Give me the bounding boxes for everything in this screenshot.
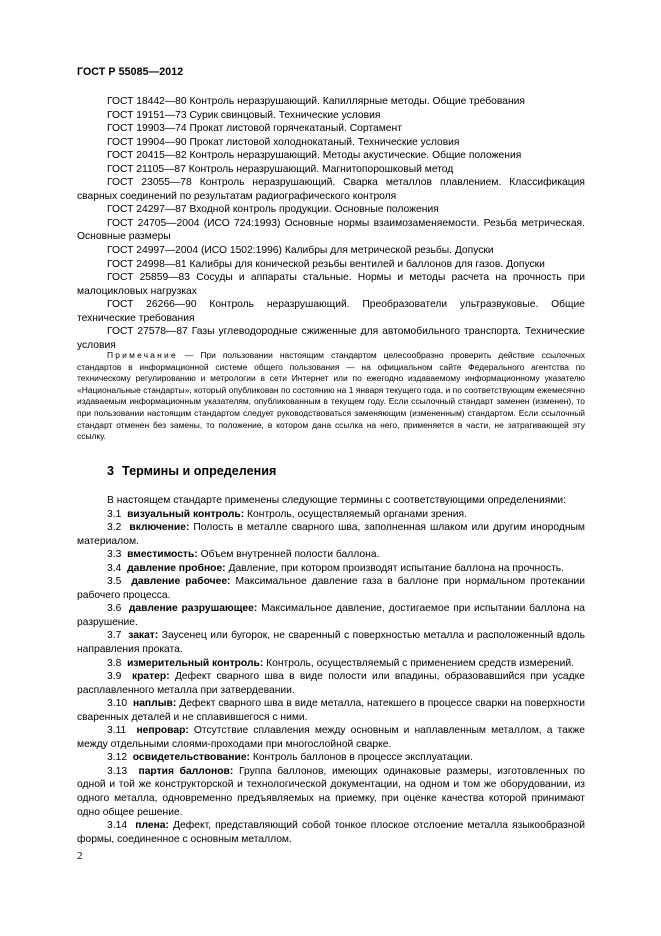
term-entry	[77, 724, 585, 751]
reference-item: ГОСТ 19151—73 Сурик свинцовый. Технические условия	[107, 109, 381, 121]
term-number: 3.4	[107, 562, 122, 574]
term-definition: Дефект сварного шва в виде полости или впадины, образовавшийся при усадке расплавленного металла при затвердевании.	[77, 671, 585, 696]
reference-item: ГОСТ 24705—2004 (ИСО 724:1993) Основные нормы взаимозаменяемости. Резьба метрическая. Основные размеры	[77, 217, 585, 243]
term-entry	[77, 657, 585, 671]
term-entry	[77, 765, 585, 819]
section-title: Термины и определения	[122, 464, 277, 478]
reference-item: ГОСТ 24297—87 Входной контроль продукции. Основные положения	[107, 204, 439, 216]
term-entry	[77, 521, 585, 548]
term-number: 3.7	[107, 630, 122, 642]
term-number: 3.5	[107, 576, 122, 588]
term-name: наплыв:	[132, 698, 177, 710]
term-entry	[77, 602, 585, 629]
term-definition: Заусенец или бугорок, не сваренный с поверхностью металла и расположенный вдоль направления проката.	[77, 630, 585, 656]
term-definition: Дефект, представляющий собой тонкое плоское отслоение металла языкообразной формы, соединенное с основным металлом.	[77, 820, 585, 845]
term-definition: Максимальное давление газа в баллоне при нормальном протекании рабочего процесса.	[77, 576, 585, 601]
term-entry	[77, 575, 585, 602]
term-number: 3.11	[107, 725, 127, 737]
term-number: 3.12	[107, 752, 128, 764]
term-definition: Давление, при котором производят испытание баллона на прочность.	[225, 562, 565, 574]
terms-intro: В настоящем стандарте применены следующие термины с соответствующими определениями:	[107, 495, 567, 506]
term-entry	[77, 670, 585, 697]
reference-item: ГОСТ 24998—81 Калибры для конической резьбы вентилей и баллонов для газов. Допуски	[107, 258, 545, 270]
term-number: 3.9	[107, 671, 122, 683]
term-name: непровар:	[136, 725, 189, 737]
term-name: закат:	[128, 630, 159, 642]
note-text: — При пользовании настоящим стандартом целесообразно проверить действие ссылочных стандартов в информационной системе общего пользования — на официальном сайте Федерального агентства по техническому регулированию и метрологии в сети Интернет или по ежегодно издаваемому информационному указателю «Национальные стандарты», который опубликован по состоянию на 1 января текущего года, и по соответствующим ежемесячно издаваемым информационным указателям, опубликованным в текущем году. Если ссылочный стандарт заменен (изменен), то при пользовании настоящим стандартом следует руководствоваться заменяющим (измененным) стандартом. Если ссылочный стандарт отменен без замены, то положение, в котором дана ссылка на него, применяется в части, не затрагивающей эту ссылку.	[77, 350, 585, 442]
reference-item: ГОСТ 20415—82 Контроль неразрушающий. Методы акустические. Общие положения	[107, 150, 522, 162]
term-entry	[77, 548, 585, 562]
reference-item: ГОСТ 23055—78 Контроль неразрушающий. Сварка металлов плавлением. Классификация сварных соединений по результатам радиографического контроля	[77, 177, 585, 202]
term-definition: Отсутствие сплавления между основным и наплавленным металлом, а также между отдельными слоями-проходами при многослойной сварке.	[77, 725, 585, 750]
term-entry	[77, 629, 585, 656]
reference-item: ГОСТ 25859—83 Сосуды и аппараты стальные. Нормы и методы расчета на прочность при малоцикловых нагрузках	[77, 272, 585, 297]
term-definition: Контроль, осуществляемый органами зрения.	[244, 508, 467, 520]
term-entry	[77, 508, 585, 522]
reference-item: ГОСТ 26266—90 Контроль неразрушающий. Преобразователи ультразвуковые. Общие технические требования	[77, 299, 585, 324]
term-entry	[77, 819, 585, 846]
term-name: давление пробное:	[127, 562, 226, 574]
term-definition: Полость в металле сварного шва, заполненная шлаком или другим инородным материалом.	[77, 522, 585, 547]
reference-item: ГОСТ 27578—87 Газы углеводородные сжиженные для автомобильного транспорта. Технические условия	[77, 326, 585, 351]
terms-list	[77, 494, 585, 846]
term-definition: Максимальное давление, достигаемое при испытании баллона на разрушение.	[77, 603, 586, 628]
term-name: кратер:	[131, 671, 170, 683]
reference-item: ГОСТ 19904—90 Прокат листовой холоднокатаный. Технические условия	[107, 136, 460, 148]
term-number: 3.8	[107, 657, 122, 669]
term-number: 3.10	[107, 698, 128, 710]
term-definition: Группа баллонов, имеющих одинаковые размеры, изготовленных по одной и той же конструкторской и технологической документации, на одном и том же оборудовании, из одного металла, одновременно предъявляемых на приемку, при оценке качества которой принимают одно общее решение.	[77, 765, 585, 818]
note-block	[77, 350, 585, 443]
page-number: 2	[77, 850, 83, 862]
section-number: 3	[107, 464, 115, 478]
term-entry	[77, 697, 585, 724]
term-entry	[77, 562, 585, 576]
normative-references-list	[77, 95, 585, 352]
term-number: 3.2	[107, 522, 122, 534]
term-number: 3.3	[107, 549, 122, 561]
term-name: освидетельствование:	[132, 752, 250, 764]
term-definition: Объем внутренней полости баллона.	[197, 549, 380, 561]
term-name: включение:	[129, 522, 190, 534]
term-name: вместимость:	[127, 549, 198, 561]
term-number: 3.13	[107, 765, 128, 777]
reference-item: ГОСТ 18442—80 Контроль неразрушающий. Капиллярные методы. Общие требования	[107, 96, 525, 107]
term-number: 3.6	[107, 603, 122, 615]
document-header: ГОСТ Р 55085—2012	[77, 66, 184, 78]
term-name: плена:	[135, 820, 169, 832]
reference-item: ГОСТ 24997—2004 (ИСО 1502:1996) Калибры для метрической резьбы. Допуски	[107, 245, 494, 257]
term-name: партия баллонов:	[138, 765, 234, 777]
term-name: давление рабочее:	[131, 576, 231, 588]
term-name: визуальный контроль:	[127, 508, 245, 520]
reference-item: ГОСТ 21105—87 Контроль неразрушающий. Магнитопорошковый метод	[107, 163, 454, 175]
term-name: давление разрушающее:	[128, 603, 258, 615]
note-label: Примечание	[107, 350, 178, 360]
term-number: 3.14	[107, 820, 128, 832]
section-heading	[107, 464, 276, 478]
term-definition: Контроль, осуществляемый с применением средств измерений.	[263, 657, 574, 669]
term-entry	[77, 751, 585, 765]
term-name: измерительный контроль:	[127, 657, 264, 669]
term-number: 3.1	[107, 508, 122, 520]
term-definition: Дефект сварного шва в виде металла, натекшего в процессе сварки на поверхности сваренных деталей и не сплавившегося с ними.	[77, 698, 585, 723]
term-definition: Контроль баллонов в процессе эксплуатации.	[249, 752, 473, 764]
reference-item: ГОСТ 19903—74 Прокат листовой горячекатаный. Сортамент	[107, 123, 402, 135]
